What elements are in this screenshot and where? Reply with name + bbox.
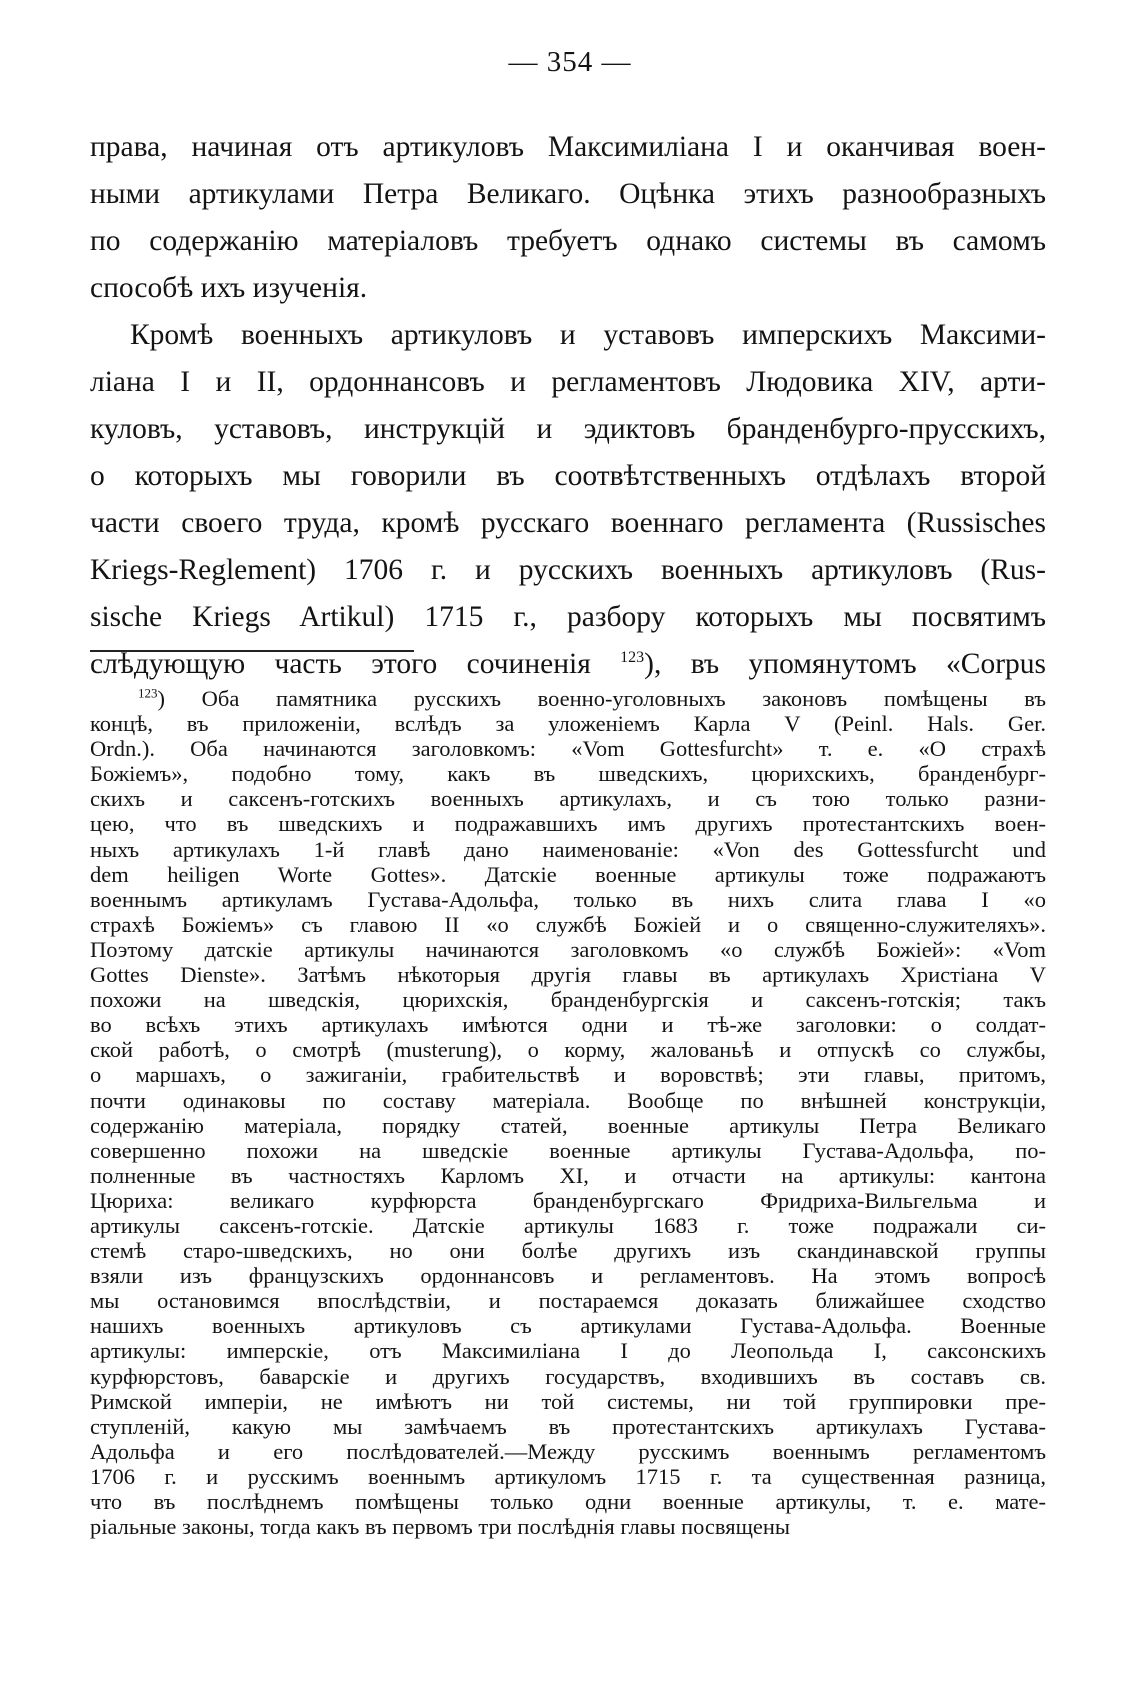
- footnote-line: ской работѣ, о смотрѣ (musterung), о корму, жалованьѣ и отпускѣ со службы,: [90, 1037, 1046, 1063]
- footnote-line: что въ послѣднемъ помѣщены только одни военные артикулы, т. е. мате-: [90, 1489, 1046, 1514]
- text-line: части своего труда, кромѣ русскаго военнаго регламента (Russisches: [90, 507, 1046, 539]
- footnote-line: похожи на шведскія, цюрихскія, бранденбургскія и саксенъ-готскія; такъ: [90, 987, 1046, 1013]
- footnote-marker: 123: [138, 686, 158, 701]
- footnote-line: Адольфа и его послѣдователей.—Между русскимъ военнымъ регламентомъ: [90, 1438, 1046, 1464]
- footnote-line: скихъ и саксенъ-готскихъ военныхъ артикулахъ, и съ тою только разни-: [90, 786, 1046, 812]
- footnote-line: о маршахъ, о зажиганіи, грабительствѣ и воровствѣ; эти главы, притомъ,: [90, 1062, 1046, 1088]
- footnote-line: совершенно похожи на шведскіе военные артикулы Густава-Адольфа, по-: [90, 1137, 1046, 1163]
- footnote-line: военнымъ артикуламъ Густава-Адольфа, только въ нихъ слита глава I «о: [90, 886, 1046, 912]
- text-fragment: слѣдующую часть этого сочиненія: [90, 648, 621, 680]
- text-line: sische Kriegs Artikul) 1715 г., разбору которыхъ мы посвятимъ: [90, 601, 1046, 633]
- footnote-line: курфюрстовъ, баварскіе и другихъ государствъ, входившихъ въ составъ св.: [90, 1363, 1046, 1389]
- footnote-line: мы остановимся впослѣдствіи, и постараемся доказать ближайшее сходство: [90, 1288, 1046, 1314]
- footnote-line: почти одинаковы по составу матеріала. Вообще по внѣшней конструкціи,: [90, 1087, 1046, 1113]
- footnote-block: [90, 686, 1046, 1539]
- text-line: ліана I и II, ордоннансовъ и регламентовъ Людовика XIV, арти-: [90, 366, 1046, 398]
- text-fragment: ) Оба памятника русскихъ военно-уголовныхъ законовъ помѣщены въ: [157, 686, 1046, 711]
- footnote-line: Ordn.). Оба начинаются заголовкомъ: «Vom Gottesfurcht» т. е. «О страхѣ: [90, 736, 1046, 762]
- footnote-line: содержанію матеріала, порядку статей, военные артикулы Петра Великаго: [90, 1112, 1046, 1138]
- footnote-line: артикулы: имперскіе, отъ Максимиліана I до Леопольда I, саксонскихъ: [90, 1338, 1046, 1364]
- text-line-with-footnote-ref: [90, 641, 1046, 688]
- footnote-line: ріальные законы, тогда какъ въ первомъ три послѣднія главы посвящены: [90, 1514, 791, 1540]
- footnote-line: полненные въ частностяхъ Карломъ XI, и отчасти на артикулы: кантона: [90, 1162, 1046, 1188]
- footnote-line: взяли изъ французскихъ ордоннансовъ и регламентовъ. На этомъ вопросѣ: [90, 1263, 1046, 1289]
- paragraph-2: [90, 312, 1046, 688]
- footnote-reference: 123: [620, 649, 645, 667]
- footnote-line: ныхъ артикулахъ 1-й главѣ дано наименованіе: «Von des Gottessfurcht und: [90, 836, 1046, 862]
- footnote-line: Gottes Dienste». Затѣмъ нѣкоторыя другія главы въ артикулахъ Христіана V: [90, 962, 1046, 988]
- footnote-line: цею, что въ шведскихъ и подражавшихъ имъ другихъ протестантскихъ воен-: [90, 811, 1046, 837]
- footnote-line: стемѣ старо-шведскихъ, но они болѣе другихъ изъ скандинавской группы: [90, 1238, 1046, 1264]
- text-fragment: ), въ упомянутомъ «Corpus: [644, 648, 1046, 680]
- text-line: Кромѣ военныхъ артикуловъ и уставовъ имперскихъ Максими-: [130, 319, 1046, 351]
- footnote-line: ступленій, какую мы замѣчаемъ въ протестантскихъ артикулахъ Густава-: [90, 1413, 1046, 1439]
- footnote-divider: [90, 650, 414, 652]
- footnote-line: во всѣхъ этихъ артикулахъ имѣются одни и тѣ-же заголовки: о солдат-: [90, 1012, 1046, 1038]
- text-line: способѣ ихъ изученія.: [90, 272, 368, 304]
- footnote-line: концѣ, въ приложеніи, вслѣдъ за уложеніемъ Карла V (Peinl. Hals. Ger.: [90, 711, 1046, 737]
- paragraph-1: [90, 124, 1046, 312]
- footnote-line: Цюриха: великаго курфюрста бранденбургскаго Фридриха-Вильгельма и: [90, 1187, 1046, 1213]
- page-number: — 354 —: [508, 46, 632, 78]
- main-text: [90, 124, 1046, 688]
- text-line: ными артикулами Петра Великаго. Оцѣнка этихъ разнообразныхъ: [90, 178, 1046, 210]
- footnote-line: артикулы саксенъ-готскіе. Датскіе артикулы 1683 г. тоже подражали си-: [90, 1212, 1046, 1238]
- text-line: Kriegs-Reglement) 1706 г. и русскихъ военныхъ артикуловъ (Rus-: [90, 554, 1046, 586]
- text-line: по содержанію матеріаловъ требуетъ однако системы въ самомъ: [90, 225, 1046, 257]
- footnote-line: страхѣ Божіемъ» съ главою II «о службѣ Божіей и о священно-служителяхъ».: [90, 911, 1046, 937]
- text-line: о которыхъ мы говорили въ соотвѣтственныхъ отдѣлахъ второй: [90, 460, 1046, 492]
- footnote-line: Поэтому датскіе артикулы начинаются заголовкомъ «о службѣ Божіей»: «Vom: [90, 936, 1046, 962]
- footnote-line: Божіемъ», подобно тому, какъ въ шведскихъ, цюрихскихъ, бранденбург-: [90, 761, 1046, 787]
- footnote-line: 1706 г. и русскимъ военнымъ артикуломъ 1715 г. та существенная разница,: [90, 1463, 1046, 1489]
- text-line: куловъ, уставовъ, инструкцій и эдиктовъ бранденбурго-прусскихъ,: [90, 413, 1046, 445]
- text-line: права, начиная отъ артикуловъ Максимиліана I и оканчивая воен-: [90, 131, 1046, 163]
- footnote-line: dem heiligen Worte Gottes». Датскіе военные артикулы тоже подражаютъ: [90, 861, 1046, 887]
- footnote-first-line: [90, 686, 1046, 711]
- footnote-line: Римской имперіи, не имѣютъ ни той системы, ни той группировки пре-: [90, 1388, 1046, 1414]
- footnote-line: нашихъ военныхъ артикуловъ съ артикулами Густава-Адольфа. Военные: [90, 1313, 1046, 1339]
